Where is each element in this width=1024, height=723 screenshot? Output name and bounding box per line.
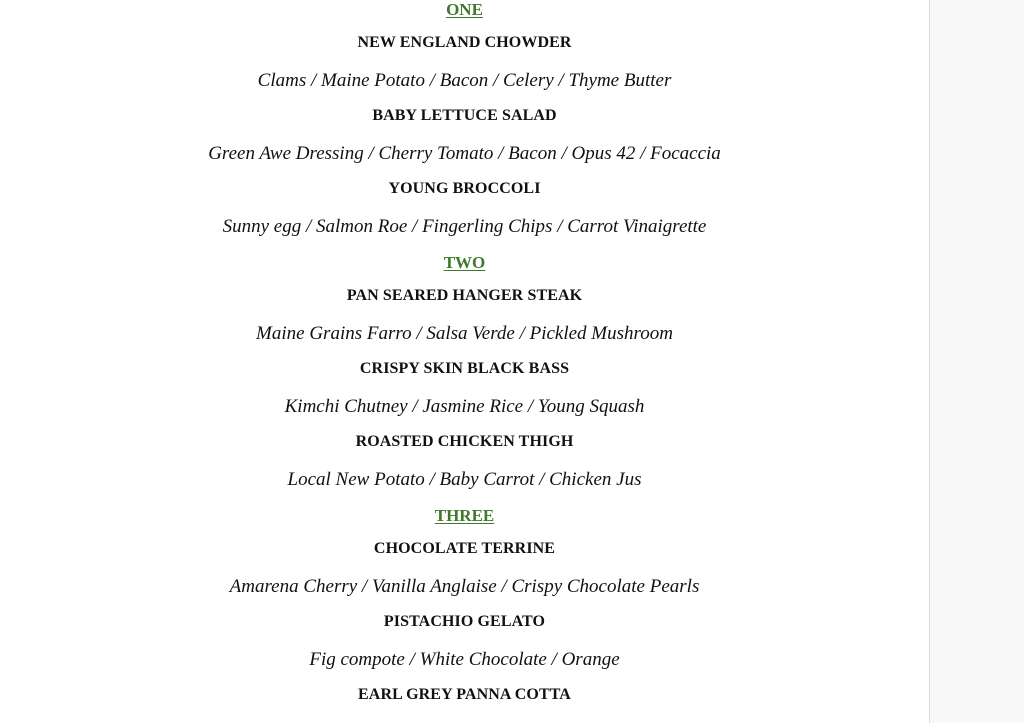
dish-name: ROASTED CHICKEN THIGH: [355, 433, 574, 450]
dish-description: Green Awe Dressing / Cherry Tomato / Bacon / Opus 42 / Focaccia: [208, 143, 721, 164]
course-heading-three: THREE: [434, 506, 495, 525]
dish-description: Sunny egg / Salmon Roe / Fingerling Chips / Carrot Vinaigrette: [222, 216, 707, 237]
side-gutter: [929, 0, 1024, 723]
dish-description: Kimchi Chutney / Jasmine Rice / Young Squash: [284, 396, 645, 417]
dish-name: NEW ENGLAND CHOWDER: [357, 34, 572, 51]
dish-description: Local New Potato / Baby Carrot / Chicken Jus: [287, 469, 642, 490]
dish-description: Maine Grains Farro / Salsa Verde / Pickled Mushroom: [256, 323, 673, 344]
course-heading-one: ONE: [446, 0, 483, 19]
dish-name: PAN SEARED HANGER STEAK: [346, 287, 583, 304]
dish-name: PISTACHIO GELATO: [383, 613, 546, 630]
dish-description: Clams / Maine Potato / Bacon / Celery / Thyme Butter: [257, 70, 672, 91]
dish-name: CRISPY SKIN BLACK BASS: [359, 360, 570, 377]
dish-name: YOUNG BROCCOLI: [388, 180, 541, 197]
dish-description: Fig compote / White Chocolate / Orange: [309, 649, 620, 670]
dish-name: BABY LETTUCE SALAD: [372, 107, 557, 124]
dish-name: CHOCOLATE TERRINE: [373, 540, 556, 557]
dish-description: Amarena Cherry / Vanilla Anglaise / Crispy Chocolate Pearls: [229, 576, 700, 597]
dish-name: EARL GREY PANNA COTTA: [358, 686, 571, 703]
course-heading-two: TWO: [443, 253, 486, 272]
